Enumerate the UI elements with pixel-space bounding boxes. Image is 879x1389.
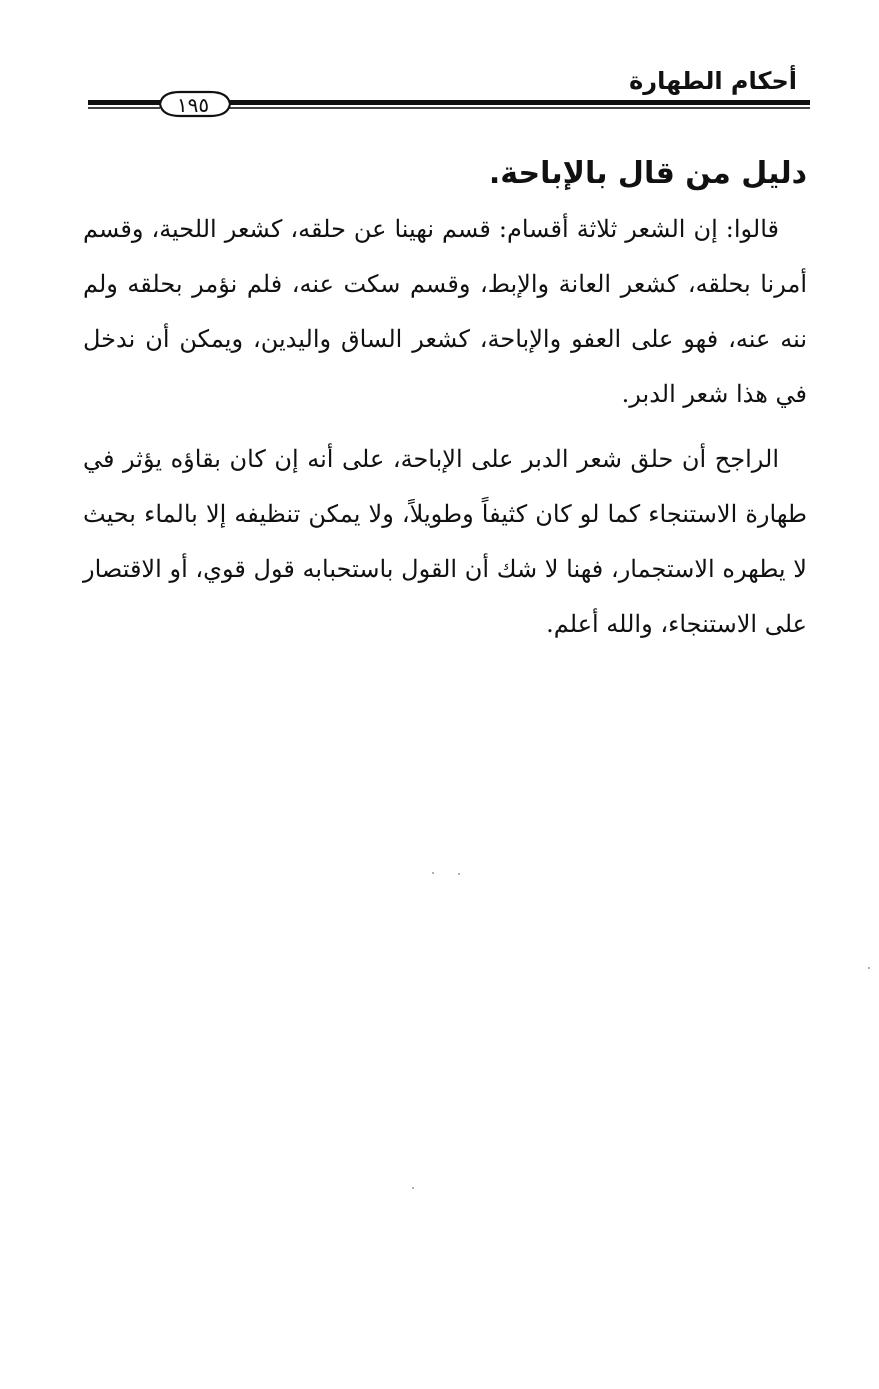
scan-speck (868, 967, 870, 969)
page-content (83, 150, 807, 662)
header-rule-right-thick (228, 100, 810, 105)
header-rule-left-thin (88, 107, 160, 109)
scan-speck (432, 872, 434, 874)
paragraph-preferred-view: الراجح أن حلق شعر الدبر على الإباحة، على أنه إن كان بقاؤه يؤثر في طهارة الاستنجاء كما لو كان كثيفاً وطويلاً، ولا يمكن تنظيفه إلا بالماء بحيث لا يطهره الاستجمار، فهنا لا شك أن القول باستحبابه قول قوي، أو الاقتصار على الاستنجاء، والله أعلم. (83, 445, 807, 638)
page-number: ١٩٥ (176, 93, 210, 117)
paragraph-opinion: قالوا: إن الشعر ثلاثة أقسام: قسم نهينا عن حلقه، كشعر اللحية، وقسم أمرنا بحلقه، كشعر العانة والإبط، وقسم سكت عنه، فلم نؤمر بحلقه ولم ننه عنه، فهو على العفو والإباحة، كشعر الساق واليدين، ويمكن أن ندخل في هذا شعر الدبر. (83, 215, 807, 408)
scan-speck (412, 1187, 414, 1189)
running-header-title: أحكام الطهارة (629, 67, 797, 95)
header-rule-left-thick (88, 100, 160, 105)
header-rule-right-thin (228, 107, 810, 109)
scan-speck (458, 873, 460, 875)
section-heading: دليل من قال بالإباحة. (488, 156, 807, 191)
